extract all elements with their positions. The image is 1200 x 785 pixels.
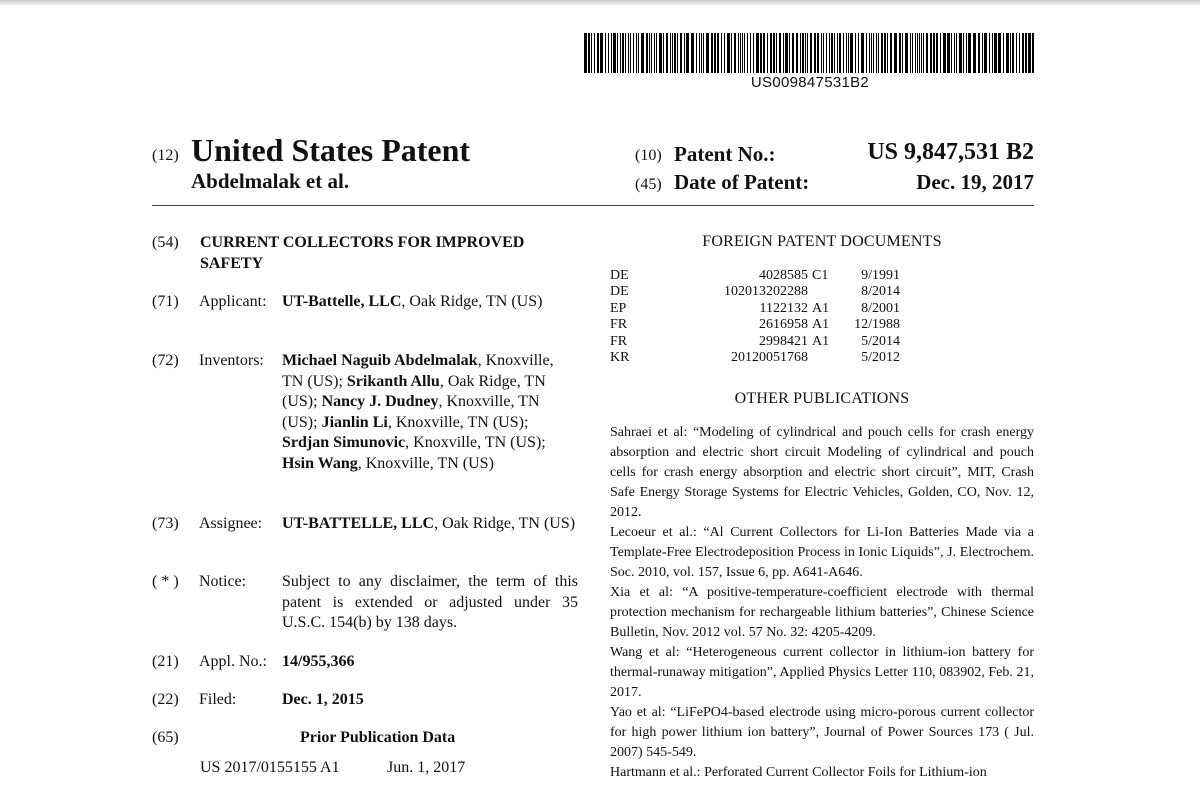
country-cell: DE bbox=[610, 268, 629, 283]
inventors-value bbox=[282, 351, 567, 474]
barcode-bar bbox=[792, 33, 794, 73]
barcode-bar bbox=[959, 33, 962, 73]
barcode-bar bbox=[622, 33, 624, 73]
barcode-number: US009847531B2 bbox=[750, 74, 870, 91]
barcode-bar bbox=[834, 33, 835, 73]
inventor-short-name: Abdelmalak et al. bbox=[191, 169, 350, 193]
barcode-bar bbox=[649, 33, 650, 73]
barcode-bar bbox=[756, 33, 759, 73]
patent-number-cell: 102013202288 bbox=[724, 284, 808, 300]
barcode-bar bbox=[973, 33, 976, 73]
field-assignee-label: Assignee: bbox=[199, 515, 263, 532]
barcode-bar bbox=[591, 33, 592, 73]
barcode-bar bbox=[677, 33, 678, 73]
foreign-patents-table bbox=[610, 268, 900, 366]
barcode-bar bbox=[1022, 33, 1024, 73]
applicant-value bbox=[282, 292, 582, 313]
publication-entry: Sahraei et al: “Modeling of cylindrical and pouch cells for crash energy absorption and electric short circuit Modeling of cylindrical and pouch cells for crash energy absorption and electric short circuit”, MIT, Crash Safe Energy Storage Systems for Electric Vehicles, Golden, CO, Nov. 12, 2012. bbox=[610, 425, 1034, 520]
table-row bbox=[610, 334, 900, 350]
notice-text: Subject to any disclaimer, the term of this patent is extended or adjusted under 35 U.S.C. 154(b) by 138 days. bbox=[282, 573, 578, 631]
barcode-bar bbox=[672, 33, 673, 73]
assignee-location: , Oak Ridge, TN (US) bbox=[434, 515, 576, 532]
inventor-location: , Knoxville, TN (US) bbox=[357, 454, 494, 472]
barcode-bar bbox=[633, 33, 634, 73]
barcode-bar bbox=[594, 33, 595, 73]
barcode-bar bbox=[963, 33, 964, 73]
country-cell: DE bbox=[610, 284, 629, 300]
barcode-bar bbox=[628, 33, 629, 73]
barcode-bar bbox=[869, 33, 870, 73]
date-cell: 9/1991 bbox=[861, 268, 900, 283]
other-publications-heading: OTHER PUBLICATIONS bbox=[734, 390, 910, 407]
country-cell: EP bbox=[610, 300, 627, 316]
barcode-bar bbox=[686, 33, 689, 73]
barcode-bar bbox=[763, 33, 765, 73]
barcode-bar bbox=[783, 33, 784, 73]
barcode-bar bbox=[855, 33, 856, 73]
barcode-bar bbox=[994, 33, 997, 73]
publication-entry: Wang et al: “Heterogeneous current collector in lithium-ion battery for thermal-runaway mitigation”, Applied Physics Letter 110, 083902, Feb. 21, 2017. bbox=[610, 645, 1034, 700]
patent-number-cell: 2998421 bbox=[759, 333, 808, 349]
barcode-bar bbox=[876, 33, 877, 73]
barcode-bar bbox=[706, 33, 709, 73]
patent-number-cell: 2616958 bbox=[759, 317, 808, 333]
barcode-bar bbox=[810, 33, 812, 73]
barcode-bar bbox=[861, 33, 864, 73]
barcode-bar bbox=[641, 33, 644, 73]
inventor-name: Michael Naguib Abdelmalak bbox=[282, 352, 478, 369]
barcode-bar bbox=[899, 33, 901, 73]
inventor-location: , Knoxville, TN (US); bbox=[282, 393, 540, 431]
barcode-bar bbox=[1010, 33, 1011, 73]
patent-number-label: Patent No.: bbox=[674, 142, 776, 166]
barcode-bar bbox=[984, 33, 987, 73]
assignee-value bbox=[282, 514, 582, 535]
barcode-bar bbox=[703, 33, 704, 73]
barcode-bar bbox=[750, 33, 751, 73]
barcode-bar bbox=[866, 33, 867, 73]
table-row bbox=[610, 284, 900, 300]
barcode-bar bbox=[917, 33, 918, 73]
barcode-bar bbox=[884, 33, 886, 73]
applicant-location: , Oak Ridge, TN (US) bbox=[401, 293, 543, 310]
barcode-bar bbox=[850, 33, 853, 73]
barcode-bar bbox=[805, 33, 806, 73]
kind-cell: C1 bbox=[812, 268, 829, 283]
barcode-bar bbox=[796, 33, 798, 73]
country-cell: FR bbox=[610, 317, 628, 333]
barcode-bar bbox=[989, 33, 990, 73]
kind-cell bbox=[812, 350, 842, 366]
barcode-bar bbox=[691, 33, 694, 73]
barcode-bar bbox=[638, 33, 639, 73]
barcode-bar bbox=[894, 33, 897, 73]
table-row bbox=[610, 350, 900, 366]
barcode-bar bbox=[807, 33, 808, 73]
field-appl-no-code: (21) bbox=[152, 653, 179, 670]
barcode-bar bbox=[699, 33, 700, 73]
field-notice-code: ( * ) bbox=[152, 573, 179, 590]
barcode-bar bbox=[611, 33, 612, 73]
barcode-bar bbox=[905, 33, 908, 73]
barcode-bar bbox=[1019, 33, 1020, 73]
barcode-bar bbox=[630, 33, 631, 73]
barcode-bar bbox=[717, 33, 719, 73]
barcode-bar bbox=[1012, 33, 1014, 73]
barcode-bar bbox=[843, 33, 844, 73]
barcode-bar bbox=[968, 33, 971, 73]
field-notice-label: Notice: bbox=[199, 573, 247, 590]
barcode-bar bbox=[817, 33, 819, 73]
barcode-bar bbox=[978, 33, 980, 73]
country-cell: FR bbox=[610, 333, 628, 349]
barcode-bar bbox=[940, 33, 941, 73]
barcode-bar bbox=[674, 33, 676, 73]
barcode-bar bbox=[727, 33, 730, 73]
barcode-bar bbox=[770, 33, 772, 73]
barcode-bar bbox=[588, 33, 590, 73]
barcode-bar bbox=[747, 33, 748, 73]
barcode-bar bbox=[724, 33, 725, 73]
other-publications-list bbox=[610, 423, 1034, 783]
barcode-bar bbox=[947, 33, 950, 73]
barcode-bar bbox=[744, 33, 745, 73]
inventor-name: Srikanth Allu bbox=[346, 372, 440, 390]
table-row bbox=[610, 268, 900, 284]
barcode-bar bbox=[821, 33, 822, 73]
date-cell: 8/2014 bbox=[861, 284, 900, 300]
barcode-bar bbox=[1025, 33, 1027, 73]
barcode-bar bbox=[956, 33, 957, 73]
barcode-bar bbox=[608, 33, 609, 73]
barcode-bar bbox=[930, 33, 932, 73]
barcode-bar bbox=[878, 33, 879, 73]
inventor-location: , Knoxville, TN (US); bbox=[282, 352, 554, 390]
barcode-bar bbox=[779, 33, 781, 73]
barcode-bar bbox=[659, 33, 662, 73]
date-of-patent-label: Date of Patent: bbox=[674, 170, 810, 194]
barcode-bar bbox=[600, 33, 603, 73]
barcode-bar bbox=[584, 33, 587, 73]
barcode-bar bbox=[839, 33, 841, 73]
barcode-bar bbox=[740, 33, 741, 73]
patent-number-cell: 4028585 bbox=[759, 268, 808, 283]
barcode-bar bbox=[912, 33, 913, 73]
barcode-bar bbox=[1032, 33, 1034, 73]
barcode-bar bbox=[966, 33, 967, 73]
table-row bbox=[610, 317, 900, 333]
date-of-patent-value: Dec. 19, 2017 bbox=[916, 170, 1034, 194]
kind-code-10: (10) bbox=[635, 147, 662, 164]
barcode-bar bbox=[933, 33, 935, 73]
barcode-bar bbox=[943, 33, 946, 73]
kind-code-12: (12) bbox=[152, 147, 179, 164]
field-filed-code: (22) bbox=[152, 691, 179, 708]
barcode-bar bbox=[776, 33, 777, 73]
barcode-bar bbox=[814, 33, 816, 73]
kind-cell: A1 bbox=[812, 317, 830, 333]
table-row bbox=[610, 301, 900, 317]
inventor-name: Hsin Wang bbox=[282, 454, 358, 472]
barcode-bar bbox=[646, 33, 648, 73]
barcode-bar bbox=[881, 33, 883, 73]
patent-number-value: US 9,847,531 B2 bbox=[867, 139, 1034, 165]
barcode-bar bbox=[731, 33, 732, 73]
barcode-bar bbox=[936, 33, 938, 73]
publication-entry: Yao et al: “LiFePO4-based electrode using micro-porous current collector for high power lithium ion battery”, Journal of Power Sources 173 ( Jul. 2007) 545-549. bbox=[610, 705, 1034, 760]
inventor-name: Jianlin Li bbox=[321, 413, 388, 431]
publication-entry: Lecoeur et al.: “Al Current Collectors for Li-Ion Batteries Made via a Template-Free Electrodeposition Process in Ionic Liquids”, J. Electrochem. Soc. 2010, vol. 157, Issue 6, pp. A641-A646. bbox=[610, 525, 1034, 580]
barcode-bar bbox=[800, 33, 801, 73]
barcode-bar bbox=[887, 33, 888, 73]
barcode-bar bbox=[767, 33, 768, 73]
barcode-bar bbox=[742, 33, 743, 73]
prior-publication-number: US 2017/0155155 A1 bbox=[200, 759, 340, 776]
applicant-name: UT-Battelle, LLC bbox=[282, 293, 402, 310]
publication-entry: Xia et al: “A positive-temperature-coefficient electrode with thermal protection mechanism for rechargeable lithium batteries”, Chinese Science Bulletin, Nov. 2012 vol. 57 No. 32: 4205-4209. bbox=[610, 585, 1034, 640]
kind-cell bbox=[812, 284, 842, 300]
barcode-bar bbox=[666, 33, 668, 73]
barcode-bar bbox=[613, 33, 616, 73]
barcode-bar bbox=[954, 33, 955, 73]
barcode-bar bbox=[890, 33, 892, 73]
foreign-patents-heading: FOREIGN PATENT DOCUMENTS bbox=[702, 233, 942, 250]
barcode-bar bbox=[654, 33, 655, 73]
barcode-bar bbox=[625, 33, 626, 73]
barcode-bar bbox=[663, 33, 664, 73]
barcode-bar bbox=[714, 33, 716, 73]
filed-value: Dec. 1, 2015 bbox=[282, 691, 364, 708]
assignee-name: UT-BATTELLE, LLC bbox=[282, 515, 435, 532]
barcode-bar bbox=[1016, 33, 1017, 73]
invention-title: CURRENT COLLECTORS FOR IMPROVED SAFETY bbox=[200, 234, 525, 272]
barcode-bar bbox=[871, 33, 872, 73]
barcode-bar bbox=[923, 33, 924, 73]
patent-number-cell: 1122132 bbox=[759, 300, 808, 316]
header-divider bbox=[152, 205, 1034, 206]
inventor-name: Nancy J. Dudney bbox=[321, 393, 439, 410]
patent-number-cell: 20120051768 bbox=[731, 350, 808, 366]
field-assignee-code: (73) bbox=[152, 515, 179, 532]
barcode-bar bbox=[620, 33, 621, 73]
barcode-bar bbox=[721, 33, 722, 73]
document-title: United States Patent bbox=[191, 132, 471, 168]
barcode-bar bbox=[921, 33, 922, 73]
barcode-bar bbox=[910, 33, 911, 73]
barcode-bar bbox=[826, 33, 827, 73]
barcode-bar bbox=[617, 33, 618, 73]
field-prior-publication-code: (65) bbox=[152, 729, 179, 746]
barcode-bar bbox=[837, 33, 838, 73]
barcode-bar bbox=[773, 33, 775, 73]
date-cell: 12/1988 bbox=[854, 317, 900, 333]
barcode-bar bbox=[680, 33, 682, 73]
field-appl-no-label: Appl. No.: bbox=[199, 653, 267, 670]
barcode-bar bbox=[636, 33, 637, 73]
inventor-name: Srdjan Simunovic bbox=[282, 434, 406, 451]
field-applicant-label: Applicant: bbox=[199, 293, 267, 310]
barcode-bar bbox=[802, 33, 804, 73]
barcode-bar bbox=[1003, 33, 1004, 73]
barcode-bar bbox=[992, 33, 993, 73]
barcode-bar bbox=[829, 33, 830, 73]
kind-cell: A1 bbox=[812, 300, 830, 316]
barcode-bar bbox=[951, 33, 952, 73]
barcode-bar bbox=[858, 33, 859, 73]
prior-publication-heading: Prior Publication Data bbox=[300, 729, 456, 746]
barcode-bar bbox=[823, 33, 824, 73]
barcode-bar bbox=[651, 33, 652, 73]
barcode-bar bbox=[684, 33, 685, 73]
barcode-bar bbox=[919, 33, 920, 73]
barcode-bar bbox=[656, 33, 657, 73]
barcode-bar bbox=[998, 33, 1001, 73]
barcode-bar bbox=[831, 33, 833, 73]
barcode-bar bbox=[696, 33, 697, 73]
barcode-bar bbox=[915, 33, 916, 73]
inventor-location: , Knoxville, TN (US); bbox=[387, 413, 529, 431]
inventor-location: , Oak Ridge, TN (US); bbox=[282, 372, 546, 410]
date-cell: 8/2001 bbox=[861, 300, 900, 316]
barcode-bar bbox=[1006, 33, 1009, 73]
appl-no-value: 14/955,366 bbox=[282, 653, 355, 670]
barcode-bar bbox=[846, 33, 847, 73]
field-applicant-code: (71) bbox=[152, 293, 179, 310]
barcode-bar bbox=[848, 33, 849, 73]
barcode-bar bbox=[605, 33, 606, 73]
barcode-bar bbox=[760, 33, 762, 73]
kind-code-45: (45) bbox=[635, 176, 662, 193]
barcode-bar bbox=[785, 33, 788, 73]
barcode-bar bbox=[926, 33, 928, 73]
field-inventors-code: (72) bbox=[152, 352, 179, 369]
field-title-code: (54) bbox=[152, 234, 179, 251]
viewer-top-shadow bbox=[0, 0, 1200, 6]
barcode-bar bbox=[982, 33, 983, 73]
date-cell: 5/2014 bbox=[861, 333, 900, 349]
inventor-location: , Knoxville, TN (US); bbox=[405, 434, 546, 451]
barcode-bar bbox=[738, 33, 739, 73]
prior-publication-date: Jun. 1, 2017 bbox=[387, 759, 466, 776]
publication-entry: Hartmann et al.: Perforated Current Collector Foils for Lithium-ion bbox=[610, 765, 987, 780]
barcode-bar bbox=[597, 33, 599, 73]
field-filed-label: Filed: bbox=[199, 691, 237, 708]
barcode-bar bbox=[701, 33, 702, 73]
barcode-bar bbox=[670, 33, 671, 73]
barcode-bar bbox=[734, 33, 736, 73]
barcode-bar bbox=[1028, 33, 1031, 73]
date-cell: 5/2012 bbox=[861, 350, 900, 366]
barcode-bar bbox=[873, 33, 874, 73]
barcode-bar bbox=[789, 33, 790, 73]
field-inventors-label: Inventors: bbox=[199, 352, 264, 369]
country-cell: KR bbox=[610, 350, 630, 366]
barcode-bar bbox=[711, 33, 713, 73]
barcode-bar bbox=[753, 33, 754, 73]
barcode-bar bbox=[902, 33, 903, 73]
barcode-image bbox=[584, 33, 1036, 73]
kind-cell: A1 bbox=[812, 333, 830, 349]
